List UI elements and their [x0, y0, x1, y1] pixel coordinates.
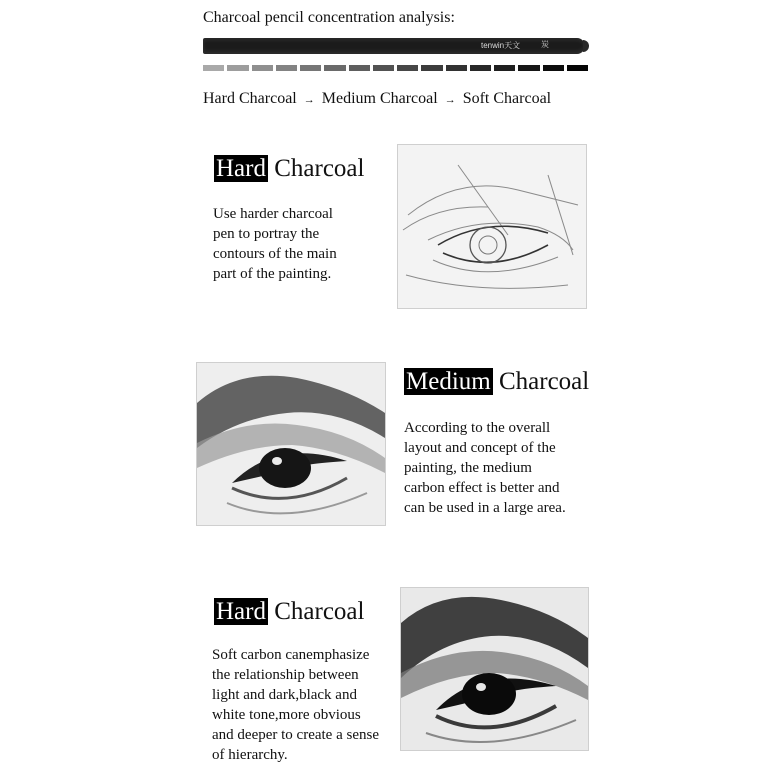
section-1-heading-rest: Charcoal	[274, 155, 365, 182]
scale-medium-label: Medium Charcoal	[321, 90, 438, 107]
tone-swatch	[324, 65, 345, 71]
tone-swatch	[446, 65, 467, 71]
soft-charcoal-eye-drawing	[400, 587, 589, 751]
section-2-heading	[404, 368, 589, 396]
section-1-text: Use harder charcoal pen to portray the contours of the main part of the painting.	[213, 206, 337, 282]
tone-swatch	[203, 65, 224, 71]
tone-swatch	[300, 65, 321, 71]
tone-swatch	[543, 65, 564, 71]
hardness-scale	[203, 90, 551, 108]
section-2-text: According to the overall layout and concept of the painting, the medium carbon effect is better and can be used in a large area.	[404, 420, 566, 516]
tone-swatch-strip	[203, 65, 588, 71]
pencil-grade-text: 炭	[541, 40, 549, 49]
pencil-tip	[583, 40, 589, 52]
section-3-heading-rest: Charcoal	[274, 598, 365, 625]
section-3-text: Soft carbon canemphasize the relationship between light and dark,black and white tone,more obvious and deeper to create a sense of hierarchy.	[212, 647, 379, 763]
pencil-brand-text: tenwin天文	[481, 41, 521, 50]
section-3-heading	[214, 598, 364, 626]
scale-soft-label: Soft Charcoal	[462, 90, 552, 107]
intro-title: Charcoal pencil concentration analysis:	[203, 9, 455, 26]
tone-swatch	[227, 65, 248, 71]
tone-swatch	[276, 65, 297, 71]
scale-hard-label: Hard Charcoal	[203, 90, 297, 107]
tone-swatch	[567, 65, 588, 71]
section-2-heading-rest: Charcoal	[498, 368, 590, 395]
section-2-heading-highlight: Medium	[406, 368, 491, 395]
tone-swatch	[470, 65, 491, 71]
tone-swatch	[518, 65, 539, 71]
tone-swatch	[373, 65, 394, 71]
tone-swatch	[397, 65, 418, 71]
section-1-heading	[214, 155, 364, 183]
tone-swatch	[494, 65, 515, 71]
medium-charcoal-eye-drawing	[196, 362, 386, 526]
arrow-right-icon: →	[444, 94, 456, 106]
charcoal-pencil-image	[203, 38, 585, 54]
arrow-right-icon: →	[303, 94, 315, 106]
tone-swatch	[252, 65, 273, 71]
tone-swatch	[421, 65, 442, 71]
hard-charcoal-eye-sketch	[397, 144, 587, 309]
section-3-heading-highlight: Hard	[216, 598, 266, 625]
tone-swatch	[349, 65, 370, 71]
section-1-heading-highlight: Hard	[216, 155, 266, 182]
